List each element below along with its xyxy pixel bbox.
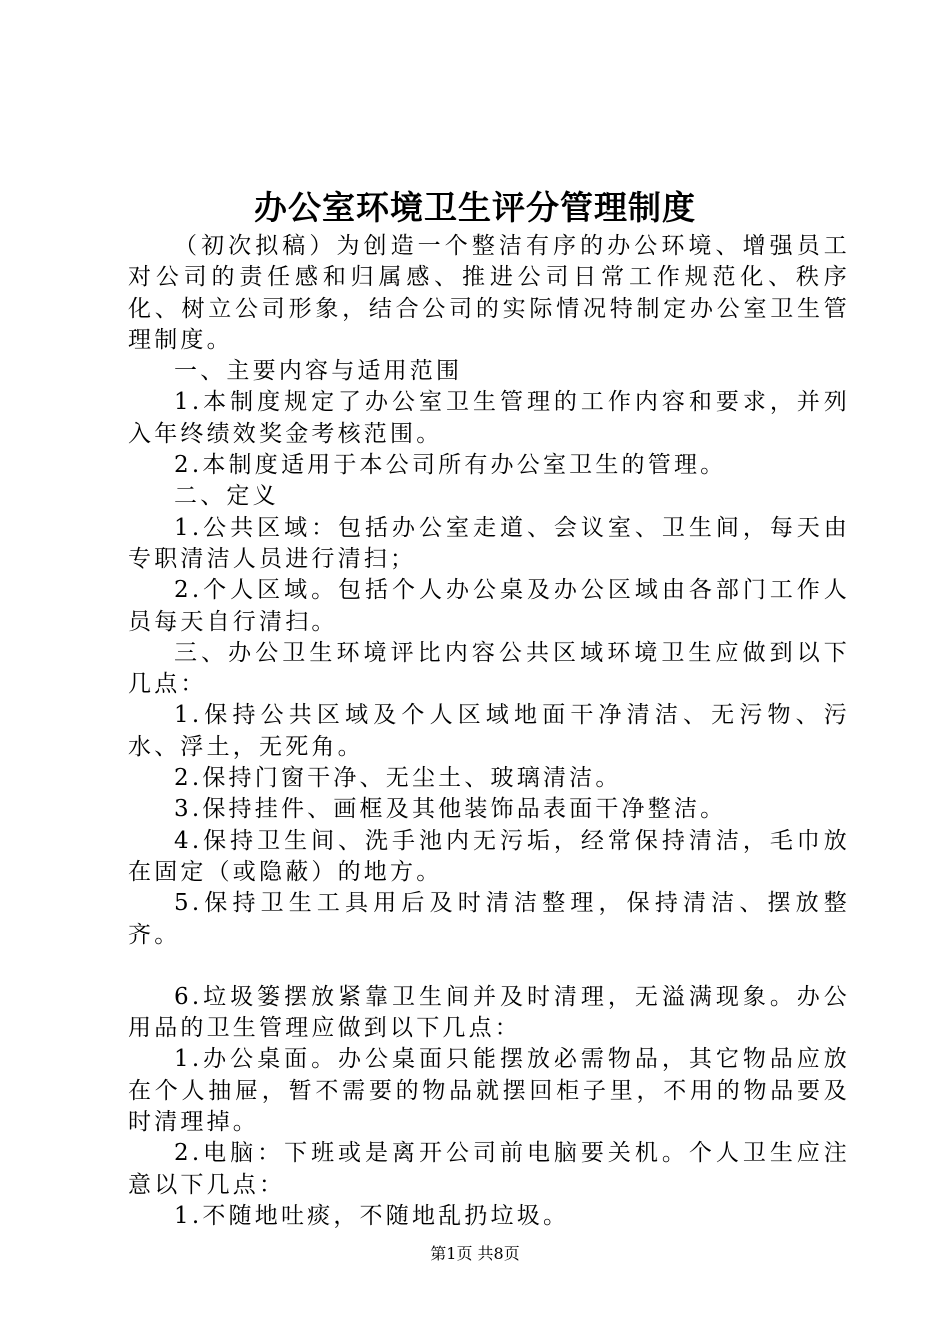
paragraph: 3.保持挂件、画框及其他装饰品表面干净整洁。: [174, 796, 727, 823]
intro-paragraph: （初次拟稿）为创造一个整洁有序的办公环境、增强员工对公司的责任感和归属感、推进公司日常工作规范化、秩序化、树立公司形象，结合公司的实际情况特制定办公室卫生管理制度。: [128, 233, 850, 353]
paragraph: 1.办公桌面。办公桌面只能摆放必需物品，其它物品应放在个人抽屉，暂不需要的物品就摆回柜子里，不用的物品要及时清理掉。: [128, 1046, 850, 1136]
paragraph: 2.电脑：下班或是离开公司前电脑要关机。个人卫生应注意以下几点：: [128, 1140, 850, 1198]
paragraph: 2.保持门窗干净、无尘土、玻璃清洁。: [174, 765, 622, 792]
paragraph: 5.保持卫生工具用后及时清洁整理，保持清洁、摆放整齐。: [128, 890, 850, 948]
paragraph: 1.保持公共区域及个人区域地面干净清洁、无污物、污水、浮土，无死角。: [128, 702, 850, 760]
paragraph: 4.保持卫生间、洗手池内无污垢，经常保持清洁，毛巾放在固定（或隐蔽）的地方。: [128, 827, 850, 885]
paragraph: 1.本制度规定了办公室卫生管理的工作内容和要求，并列入年终绩效奖金考核范围。: [128, 389, 850, 447]
paragraph: 2.个人区域。包括个人办公桌及办公区域由各部门工作人员每天自行清扫。: [128, 577, 850, 635]
paragraph: 6.垃圾篓摆放紧靠卫生间并及时清理，无溢满现象。办公用品的卫生管理应做到以下几点：: [128, 983, 850, 1042]
document-body: [128, 231, 850, 1232]
page-footer: 第1页 共8页: [430, 1244, 520, 1263]
section-heading-3: 三、办公卫生环境评比内容公共区域环境卫生应做到以下几点：: [128, 639, 850, 698]
paragraph: 2.本制度适用于本公司所有办公室卫生的管理。: [174, 452, 727, 479]
document-title: 办公室环境卫生评分管理制度: [254, 188, 696, 227]
section-heading-1: 一、主要内容与适用范围: [174, 358, 463, 385]
paragraph: 1.公共区域：包括办公室走道、会议室、卫生间，每天由专职清洁人员进行清扫；: [128, 514, 850, 572]
section-heading-2: 二、定义: [174, 483, 279, 510]
paragraph: 1.不随地吐痰，不随地乱扔垃圾。: [174, 1202, 570, 1229]
